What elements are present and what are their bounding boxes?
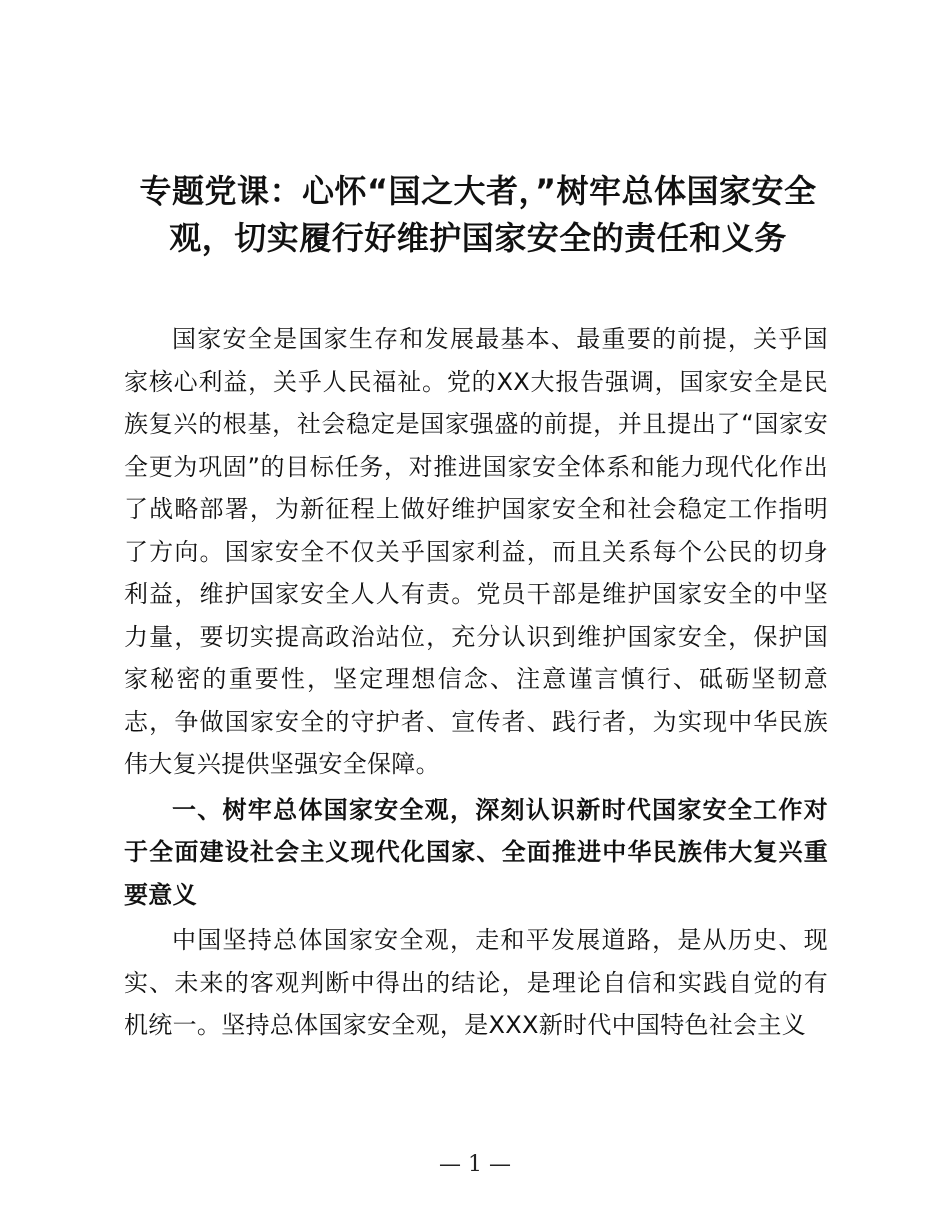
document-title: 专题党课：心怀“国之大者，”树牢总体国家安全观，切实履行好维护国家安全的责任和义务 <box>139 172 817 257</box>
page-number: — 1 — <box>439 1152 511 1177</box>
document-body <box>124 318 828 1047</box>
section-heading-1: 一、树牢总体国家安全观，深刻认识新时代国家安全工作对于全面建设社会主义现代化国家、全面推进中华民族伟大复兴重要意义 <box>124 795 828 909</box>
section-paragraph-1: 中国坚持总体国家安全观，走和平发展道路，是从历史、现实、未来的客观判断中得出的结论，是理论自信和实践自觉的有机统一。坚持总体国家安全观，是XXX新时代中国特色社会主义 <box>124 926 828 1039</box>
intro-paragraph: 国家安全是国家生存和发展最基本、最重要的前提，关乎国家核心利益，关乎人民福祉。党的XX大报告强调，国家安全是民族复兴的根基，社会稳定是国家强盛的前提，并且提出了“国家安全更为巩固”的目标任务，对推进国家安全体系和能力现代化作出了战略部署，为新征程上做好维护国家安全和社会稳定工作指明了方向。国家安全不仅关乎国家利益，而且关系每个公民的切身利益，维护国家安全人人有责。党员干部是维护国家安全的中坚力量，要切实提高政治站位，充分认识到维护国家安全，保护国家秘密的重要性，坚定理想信念、注意谨言慎行、砥砺坚韧意志，争做国家安全的守护者、宣传者、践行者，为实现中华民族伟大复兴提供坚强安全保障。 <box>124 325 828 778</box>
